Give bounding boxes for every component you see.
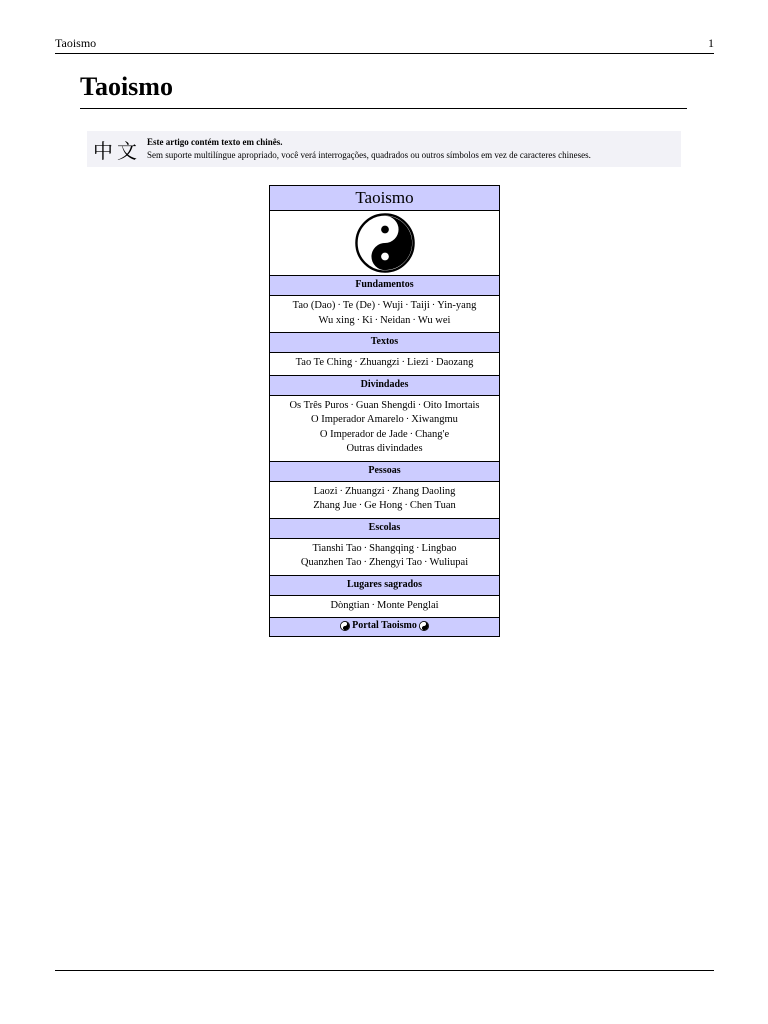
portal-taoismo-link[interactable] [270, 618, 499, 636]
infobox-link[interactable]: Tao (Dao) [292, 300, 336, 311]
separator-dot: · [339, 485, 343, 497]
chinese-text-notice [87, 131, 681, 167]
infobox-section-links [270, 596, 499, 619]
separator-dot: · [354, 357, 358, 368]
notice-heading: Este artigo contém texto em chinês. [147, 137, 283, 147]
separator-dot: · [371, 599, 376, 611]
separator-dot: · [405, 300, 409, 311]
separator-dot: · [412, 314, 416, 326]
infobox-link[interactable]: Tianshi Tao [312, 542, 362, 554]
infobox-line [276, 599, 493, 614]
infobox-section-links [270, 482, 499, 519]
infobox-link[interactable]: Zhang Daoling [392, 485, 456, 497]
infobox-link[interactable]: Wuliupai [429, 557, 469, 568]
notice-body: Sem suporte multilíngue apropriado, você verá interrogações, quadrados ou outros símbolos em vez de caracteres chineses. [147, 150, 591, 160]
infobox-image [270, 211, 499, 276]
infobox-link[interactable]: Quanzhen Tao [300, 557, 362, 568]
footer-rule [55, 970, 714, 971]
infobox-line [276, 399, 493, 414]
infobox-section-links [270, 539, 499, 576]
infobox-line [276, 428, 493, 443]
infobox-section-heading: Divindades [270, 376, 499, 396]
infobox-link[interactable]: Monte Penglai [377, 599, 439, 611]
infobox-line [276, 356, 493, 371]
portal-label[interactable]: Portal Taoismo [352, 620, 417, 631]
separator-dot: · [417, 399, 422, 411]
infobox-line [276, 413, 493, 428]
chinese-characters: 中文 [93, 138, 141, 163]
separator-dot: · [358, 500, 363, 511]
infobox-link[interactable]: Daozang [436, 357, 474, 368]
separator-dot: · [416, 542, 420, 554]
infobox-link[interactable]: Xiwangmu [411, 414, 458, 425]
separator-dot: · [337, 300, 341, 311]
separator-dot: · [350, 399, 354, 411]
infobox-link[interactable]: Neidan [380, 314, 411, 326]
infobox-link[interactable]: Zhuangzi [344, 485, 385, 497]
infobox-line [276, 299, 493, 314]
infobox-link[interactable]: O Imperador Amarelo [311, 414, 404, 425]
separator-dot: · [374, 314, 379, 326]
infobox-section-heading: Escolas [270, 519, 499, 539]
running-head-title: Taoismo [55, 36, 97, 50]
separator-dot: · [404, 500, 408, 511]
separator-dot: · [423, 557, 428, 568]
infobox-section-heading: Fundamentos [270, 276, 499, 296]
infobox-link[interactable]: Zhang Jue [313, 500, 357, 511]
yin-yang-icon [355, 213, 415, 273]
separator-dot: · [430, 357, 435, 368]
infobox-section-links [270, 353, 499, 376]
separator-dot: · [401, 357, 405, 368]
infobox-line [276, 442, 493, 457]
running-head [55, 36, 714, 54]
infobox-link[interactable]: Shangqing [369, 542, 415, 554]
separator-dot: · [377, 300, 381, 311]
infobox-link[interactable]: Oito Imortais [423, 399, 480, 411]
infobox-link[interactable]: Ki [362, 314, 373, 326]
yin-yang-small-icon [340, 621, 350, 631]
infobox-line [276, 499, 493, 514]
separator-dot: · [409, 428, 414, 440]
infobox-link[interactable]: Outras divindades [346, 443, 423, 454]
infobox-section-heading: Textos [270, 333, 499, 353]
infobox-link[interactable]: Zhengyi Tao [368, 557, 422, 568]
infobox-link[interactable]: Liezi [406, 357, 429, 368]
infobox-link[interactable]: Guan Shengdi [355, 399, 416, 411]
infobox-line [276, 542, 493, 557]
infobox-sections [270, 276, 499, 618]
page-title: Taoismo [80, 72, 687, 109]
infobox-link[interactable]: O Imperador de Jade [319, 428, 408, 440]
infobox-link[interactable]: Os Três Puros [289, 399, 349, 411]
infobox-link[interactable]: Tao Te Ching [295, 357, 353, 368]
notice-text [147, 136, 591, 162]
infobox-link[interactable]: Wuji [382, 300, 404, 311]
infobox-link[interactable]: Te (De) [342, 300, 376, 311]
infobox-link[interactable]: Dòngtian [330, 599, 370, 611]
infobox-link[interactable]: Chen Tuan [409, 500, 456, 511]
taoism-infobox [269, 185, 500, 637]
infobox-section-links [270, 296, 499, 333]
infobox-title: Taoismo [270, 186, 499, 211]
infobox-line [276, 485, 493, 500]
separator-dot: · [363, 557, 367, 568]
yin-yang-small-icon [419, 621, 429, 631]
separator-dot: · [363, 542, 368, 554]
infobox-section-heading: Lugares sagrados [270, 576, 499, 596]
separator-dot: · [356, 314, 361, 326]
infobox-link[interactable]: Yin-yang [437, 300, 477, 311]
infobox-link[interactable]: Wu wei [417, 314, 451, 326]
infobox-link[interactable]: Taiji [410, 300, 430, 311]
separator-dot: · [386, 485, 391, 497]
separator-dot: · [405, 414, 410, 425]
infobox-line [276, 314, 493, 329]
infobox-line [276, 556, 493, 571]
infobox-link[interactable]: Ge Hong [364, 500, 403, 511]
infobox-link[interactable]: Lingbao [421, 542, 457, 554]
infobox-link[interactable]: Wu xing [318, 314, 355, 326]
infobox-link[interactable]: Chang'e [415, 428, 450, 440]
separator-dot: · [431, 300, 436, 311]
infobox-link[interactable]: Laozi [313, 485, 338, 497]
infobox-section-heading: Pessoas [270, 462, 499, 482]
infobox-section-links [270, 396, 499, 462]
infobox-link[interactable]: Zhuangzi [359, 357, 400, 368]
page-number: 1 [708, 36, 714, 50]
